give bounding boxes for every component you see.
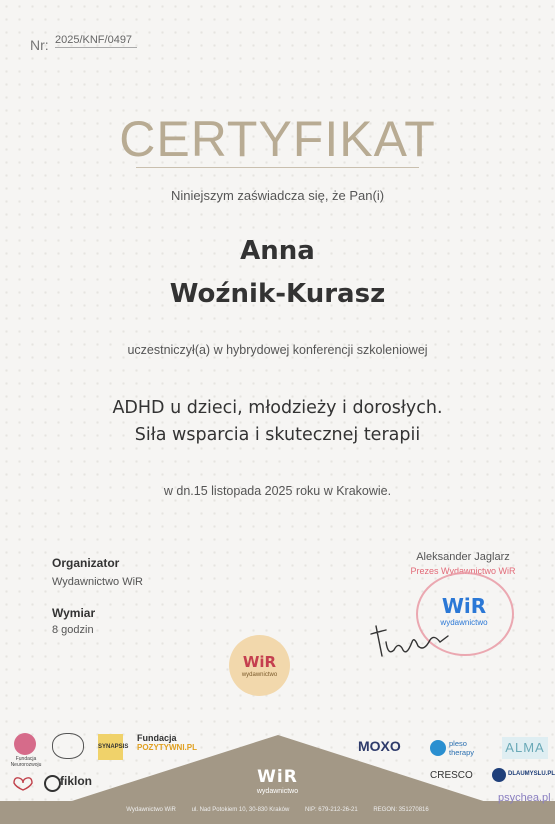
conference-title-line2: Siła wsparcia i skutecznej terapii — [134, 425, 421, 445]
partner-moxo: MOXO — [358, 738, 401, 754]
stamp-subtext: wydawnictwo — [440, 618, 488, 627]
signatory-name: Aleksander Jaglarz — [416, 551, 510, 563]
footer-logo: WiR — [257, 767, 298, 787]
signatory-role: Prezes Wydawnictwo WiR — [410, 566, 516, 576]
partner-fiklon: fiklon — [60, 774, 92, 788]
footer-logo-subtext: wydawnictwo — [256, 788, 299, 795]
certificate-title: CERTYFIKAT — [119, 111, 436, 167]
partner-synapsis: SYNAPSIS — [98, 734, 123, 760]
footer-address: ul. Nad Potokiem 10, 30-830 Kraków — [191, 807, 290, 813]
footer-nip: NIP: 679-212-26-21 — [304, 807, 358, 813]
partner-pleso: pleso therapy — [449, 739, 475, 757]
scope-label: Wymiar — [52, 606, 96, 620]
event-date: w dn.15 listopada 2025 roku w Krakowie. — [163, 484, 392, 498]
brain-icon — [14, 733, 36, 755]
wir-badge-subtext: wydawnictwo — [241, 672, 278, 678]
partner-fundacja-neuro: Fundacja Neurorozwoju — [10, 756, 42, 768]
partner-pozytywni: POZYTYWNI.PL — [137, 743, 197, 752]
wir-badge-logo: WiR — [242, 653, 277, 671]
handwritten-signature — [368, 612, 458, 667]
organizer-value: Wydawnictwo WiR — [52, 576, 143, 588]
partner-fundacja-label: Fundacja — [137, 733, 177, 743]
fiklon-icon — [44, 775, 61, 792]
partner-cresco: CRESCO — [430, 770, 473, 781]
certificate-subtitle: Niniejszym zaświadcza się, że Pan(i) — [170, 188, 385, 203]
certificate-number-label: Nr: — [30, 37, 49, 53]
pleso-icon — [430, 740, 446, 756]
partner-psychea: psychea.pl — [498, 792, 551, 804]
recipient-first-name: Anna — [240, 236, 315, 266]
certificate-number: 2025/KNF/0497 — [55, 34, 137, 48]
partner-dlaumyslu: DLAUMYSLU.PL — [508, 771, 555, 777]
footer-contact-info — [0, 807, 555, 813]
scope-value: 8 godzin — [52, 624, 94, 636]
title-divider — [136, 167, 419, 168]
footer-regon: REGON: 351270816 — [373, 807, 429, 813]
recipient-last-name: Woźnik-Kurasz — [169, 279, 386, 309]
organizer-label: Organizator — [52, 556, 120, 570]
stamp-logo: WiR — [441, 594, 487, 618]
footer-publisher: Wydawnictwo WiR — [126, 807, 176, 813]
heart-icon — [10, 775, 36, 791]
partner-alma: ALMA — [502, 737, 548, 759]
participation-statement: uczestniczył(a) w hybrydowej konferencji szkoleniowej — [127, 343, 428, 357]
brain-outline-icon — [52, 733, 84, 759]
dlaumyslu-icon — [492, 768, 506, 782]
conference-title-line1: ADHD u dzieci, młodzieży i dorosłych. — [112, 398, 443, 418]
